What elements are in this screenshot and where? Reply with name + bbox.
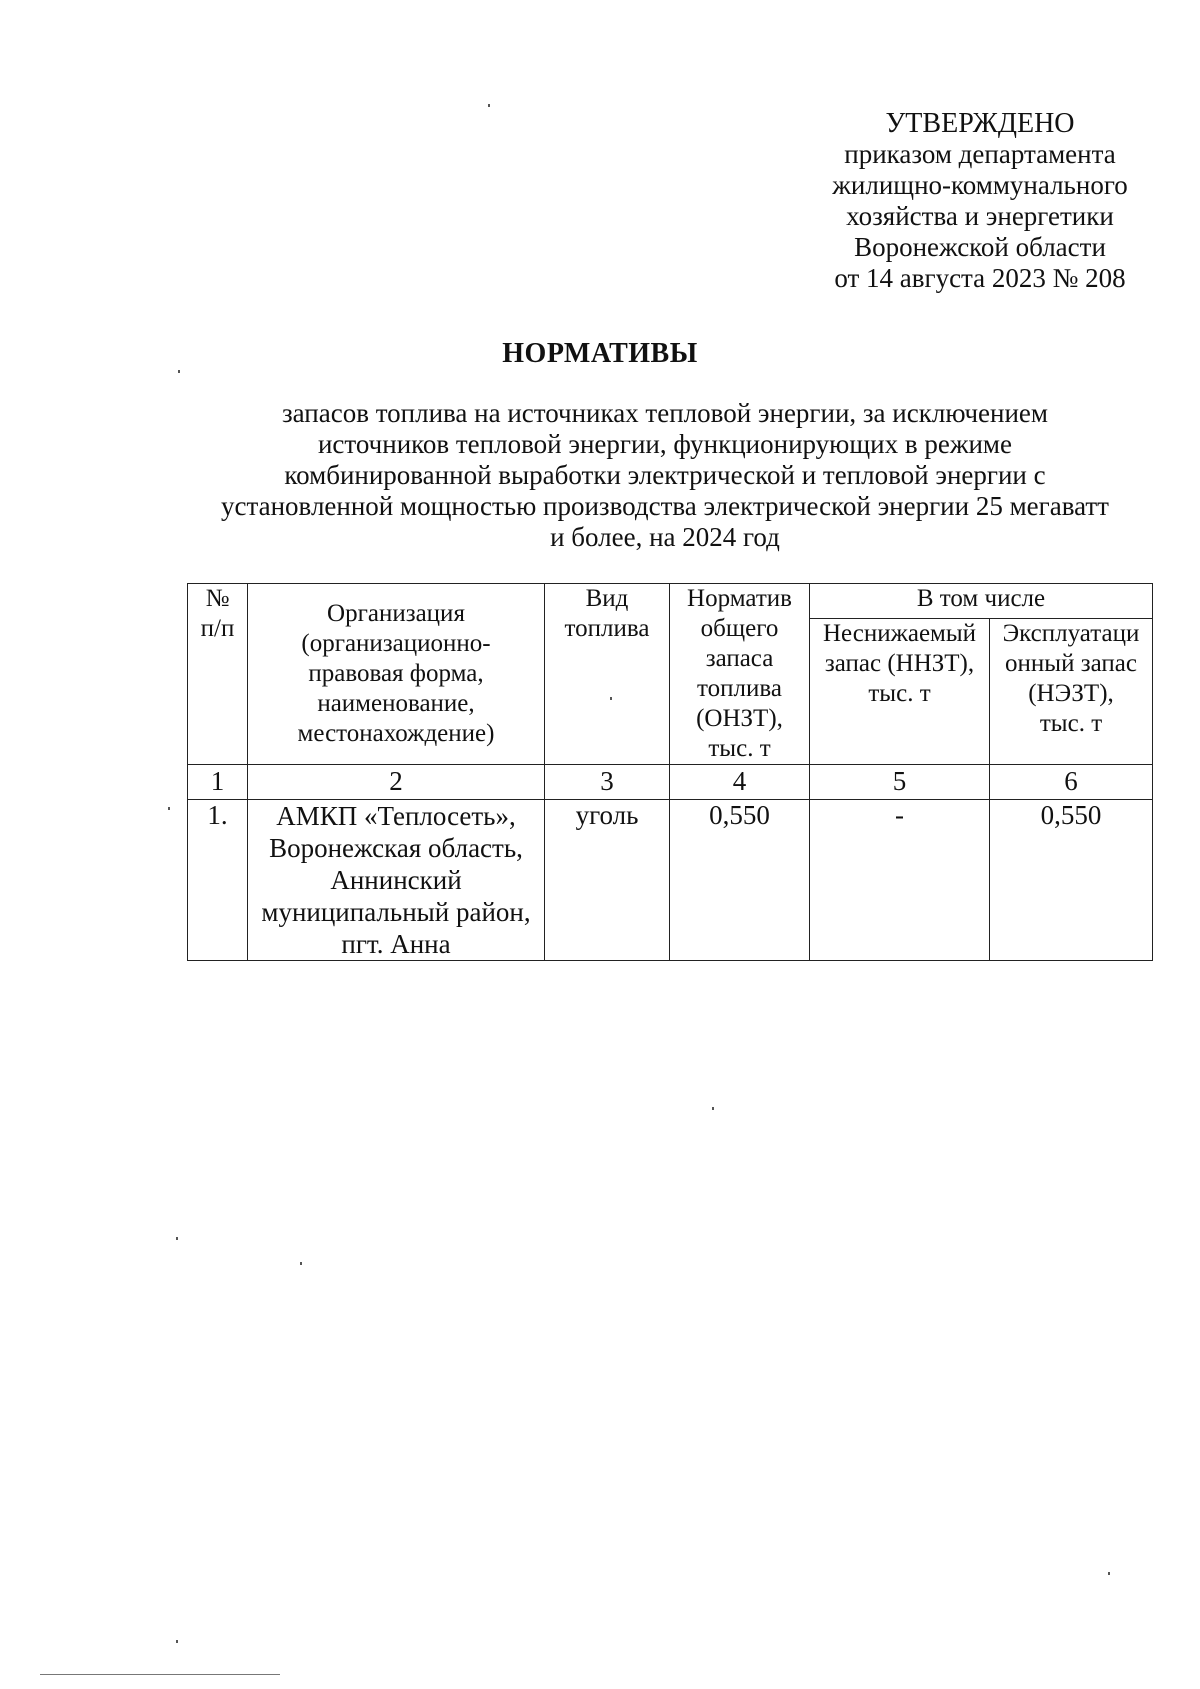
row-number: 1. [188,800,248,961]
row-fuel-type: уголь [545,800,670,961]
approval-line: приказом департамента [844,139,1116,169]
row-nnzt: - [810,800,990,961]
scan-speck [178,370,180,373]
document-title: НОРМАТИВЫ [502,338,698,369]
scan-speck [176,1640,178,1643]
scan-speck [300,1262,302,1265]
table-header-row [188,584,1153,619]
header-including-group: В том числе [810,584,1153,619]
approval-date-number: от 14 августа 2023 № 208 [834,263,1126,293]
scan-speck [1108,1572,1110,1575]
column-number-row [188,765,1153,800]
column-number: 3 [545,765,670,800]
row-onzt: 0,550 [670,800,810,961]
column-number: 6 [990,765,1153,800]
subtitle-line: запасов топлива на источниках тепловой энергии, за исключением [282,398,1048,428]
scan-speck [176,1237,178,1240]
row-organization: АМКП «Теплосеть», Воронежская область, Аннинский муниципальный район, пгт. Анна [248,800,545,961]
row-nezt: 0,550 [990,800,1153,961]
approval-line: Воронежской области [854,232,1106,262]
column-number: 1 [188,765,248,800]
subtitle-line: и более, на 2024 год [550,522,780,552]
subtitle-line: комбинированной выработки электрической и тепловой энергии с [284,460,1046,490]
approval-block [780,108,1180,294]
scan-speck [610,697,612,700]
header-organization: Организация (организационно- правовая форма, наименование, местонахождение) [248,584,545,765]
header-num: № п/п [188,584,248,765]
norms-table [187,583,1153,961]
approval-line: жилищно-коммунального [832,170,1128,200]
approval-line: хозяйства и энергетики [846,201,1114,231]
scan-speck [168,807,170,810]
approval-heading: УТВЕРЖДЕНО [885,108,1075,139]
footer-rule [40,1674,280,1675]
subtitle-line: источников тепловой энергии, функционирующих в режиме [317,429,1012,459]
column-number: 5 [810,765,990,800]
column-number: 4 [670,765,810,800]
header-nezt: Эксплуатаци онный запас (НЭЗТ), тыс. т [990,619,1153,765]
subtitle-line: установленной мощностью производства электрической энергии 25 мегаватт [221,491,1109,521]
column-number: 2 [248,765,545,800]
header-fuel-type: Вид топлива [545,584,670,765]
scan-speck [488,104,490,107]
header-nnzt: Неснижаемый запас (ННЗТ), тыс. т [810,619,990,765]
scan-speck [712,1107,714,1110]
header-onzt: Норматив общего запаса топлива (ОНЗТ), тыс. т [670,584,810,765]
document-subtitle [190,398,1140,553]
table-row [188,800,1153,961]
